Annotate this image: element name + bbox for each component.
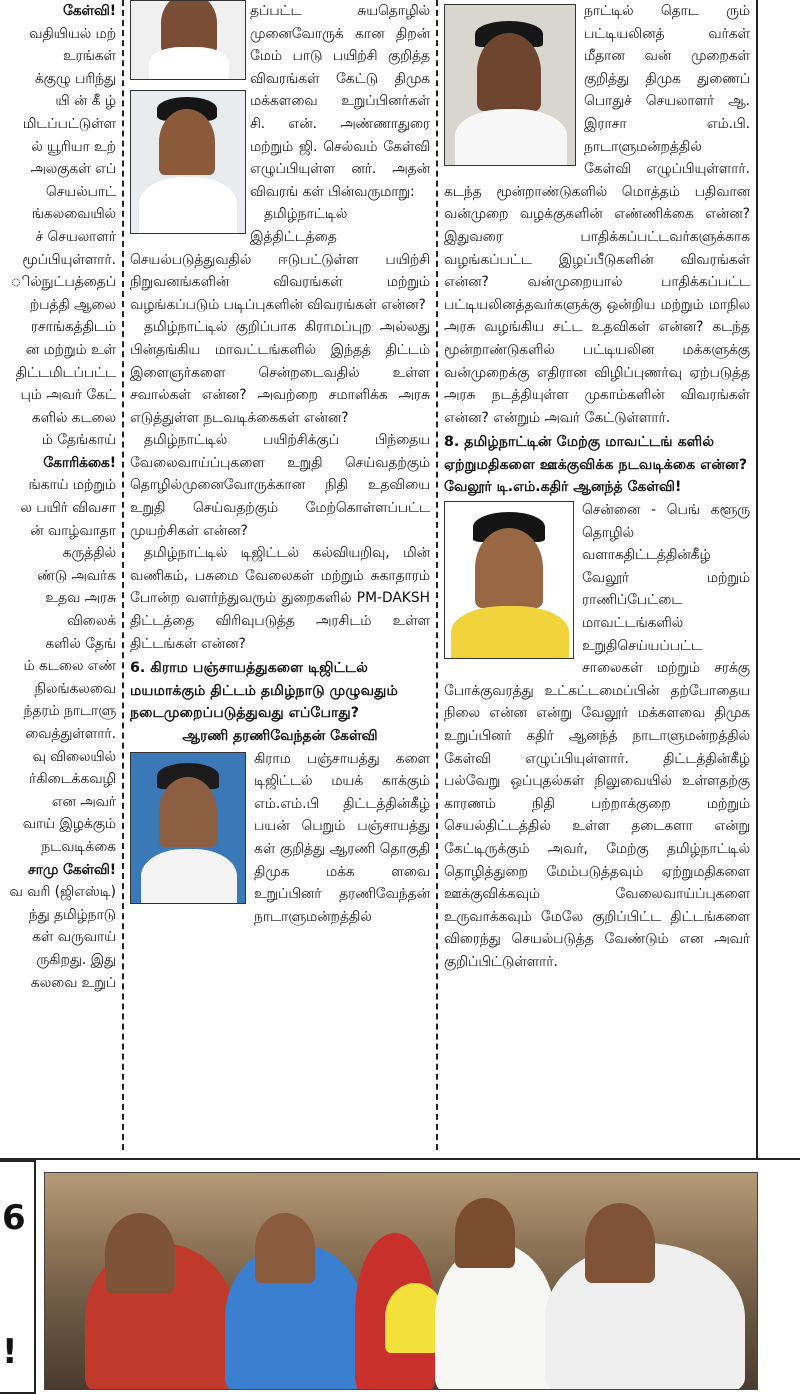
column-1 [0,0,116,1150]
column-1-line: மூப்பியுள்ளார். [22,251,116,268]
column-1-line: கள் வருவாய் [32,929,116,946]
column-1-line: ச் செயலாளர் [35,228,116,245]
column-1-text [0,0,116,994]
column-1-line: பும் அவர் கேட் [20,387,116,404]
column-1-line: ந்து தமிழ்நாடு [28,906,116,923]
column-1-line: செயல்பாட் [45,183,116,200]
article-8-body-wrap: சென்னை - பெங் களூரு தொழில் வளாகதிட்டத்தின்கீழ் வேலூர் மற்றும் ராணிப்பேட்டை மாவட்டங்களில் உறுதிசெய்யப்பட்ட [582,502,750,654]
column-1-line: ற்பத்தி ஆலை [29,296,116,313]
column-1-line: கோரிக்கை! [43,454,116,471]
article-8-headline: 8. தமிழ்நாட்டின் மேற்கு மாவட்டங் களில் ஏற்றுமதிகளை ஊக்குவிக்க நடவடிக்கை என்ன? [444,434,748,473]
column-1-line: வ வரி (ஜிஎஸ்டி) [9,884,116,901]
column-3 [444,0,750,1150]
column-1-line: உரங்கள் [62,48,116,65]
column-1-line: ங்காய் மற்றும் [28,477,116,494]
column-1-line: ங்கலவையில் [31,206,116,223]
column-1-line: கலவை உறுப் [30,974,116,991]
column-1-line: ர்கிடைக்கவழி [29,771,116,788]
advertisement-strip [0,1160,36,1394]
article-8-byline: வேலூர் டி.எம்.கதிர் ஆனந்த் கேள்வி! [444,479,682,496]
article-5-question-4: தமிழ்நாட்டில் டிஜிட்டல் கல்வியறிவு, மின் வணிகம், பசுமை வேலைகள் மற்றும் சுகாதாரம் போன்ற வளர்ந்துவரும் துறைகளில் PM-DAKSH திட்டத்தை விரிவுபடுத்த அரசிடம் உள்ள திட்டங்கள் என்ன? [130,545,430,652]
column-1-line: களில் தேங் [45,635,116,652]
column-divider-1 [122,0,124,1150]
column-1-line: ில்நுட்பத்தைப் [10,274,116,291]
column-1-line: நிலங்கலவை [34,680,116,697]
column-1-line: சாமு கேள்வி! [27,861,116,878]
article-7-body: கேள்வி எழுப்பியுள்ளார். கடந்த மூன்றாண்டுகளில் மொத்தம் பதிவான வன்முறை வழக்குகளின் எண்ணிக்கை என்ன? இதுவரை பாதிக்கப்பட்டவர்களுக்காக வழங்கப்பட்ட இழப்பீடுகளின் விவரங்கள் என்ன? வன்முறையால் பாதிக்கப்பட்ட பட்டியலினத்தவர்களுக்கு ஒன்றிய மற்றும் மாநில அரசு வழங்கிய சட்ட உதவிகள் என்ன? கடந்த மூன்றாண்டுகளில் பட்டியலின மக்களுக்கு வன்முறைக்கு எதிரான விழிப்புணர்வு ஏற்படுத்த அரசு நடத்தியுள்ள முகாம்களின் விவரங்கள் என்ன? என்றும் அவர் கேட்டுள்ளார். [444,161,750,426]
column-1-line: நடவடிக்கை [41,838,116,855]
article-6-body: கிராம பஞ்சாயத்து களை டிஜிட்டல் மயக் காக்கும் எம்.எம்.பி திட்டத்தின்கீழ் பயன் பெறும் பஞ்சாயத்து கள் குறித்து ஆரணி தொகுதி திமுக மக்க ளவை உறுப்பினர் தரணிவேந்தன் நாடாளுமன்றத்தில் [254,750,430,925]
portrait-annadurai [130,0,246,80]
column-1-line: களில் கடலை [31,409,116,426]
column-1-line: விலைக் [66,613,116,630]
article-5-question-2: தமிழ்நாட்டில் குறிப்பாக கிராமப்புற அல்லது பின்தங்கிய மாவட்டங்களில் இந்தத் திட்டம் இளைஞர்களை சென்றடைவதில் உள்ள சவால்கள் என்ன? அவற்றை சமாளிக்க அரசு எடுத்துள்ள நடவடிக்கைகள் என்ன? [130,319,430,426]
column-1-line: ம் தேங்காய் [41,432,116,449]
article-5-intro: தப்பட்ட சுயதொழில் முனைவோருக் கான திறன் மேம் பாடு பயிற்சி குறித்த விவரங்கள் கேட்டு திமுக மக்களவை உறுப்பினர்கள் சி. என். அண்ணாதுரை மற்றும் ஜி. செல்வம் கேள்வி எழுப்பியுள்ள னர். அதன் விவரங் கள் பின்வருமாறு: [250,3,430,200]
column-1-line: யி ன் கீ ழ் [55,93,116,110]
column-1-line: வு விலையில் [32,748,116,765]
column-divider-2 [436,0,438,1150]
column-1-line: என அவர் [51,793,116,810]
column-1-line: ல பயிர் விவசா [20,500,116,517]
ad-glyph-bottom: ! [2,1332,18,1372]
column-2 [130,0,430,1150]
article-5-question-3: தமிழ்நாட்டில் பயிற்சிக்குப் பிந்தைய வேலைவாய்ப்புகளை உறுதி செய்வதற்கும் தொழில்முனைவோருக்கான நிதி உதவியை உறுதி செய்வதற்கும் மேற்கொள்ளப்பட்ட முயற்சிகள் என்ன? [130,432,430,539]
column-1-line: ண்டு அவர்க [37,567,116,584]
column-1-line: ரசாங்கத்திடம் [30,319,116,336]
column-1-line: வைத்துள்ளார். [25,726,116,742]
column-1-line: ன மற்றும் உள் [25,341,116,358]
article-8-body: சாலைகள் மற்றும் சரக்கு போக்குவரத்து உட்கட்டமைப்பின் தற்போதைய நிலை என்ன என்று வேலூர் மக்களவை திமுக உறுப்பினர் கதிர் ஆனந்த் நாடாளுமன்றத்தில் கேள்வி எழுப்பியுள்ளார். திட்டத்தின்கீழ் பல்வேறு ஒப்புதல்கள் நிலுவையில் உள்ளதற்கு காரணம் நிதி பற்றாக்குறை மற்றும் செயல்திட்டத்தில் உள்ள தடைகளா என்று கேட்டிருக்கும் அவர், மேற்கு தமிழ்நாட்டில் தொழித்துறை மேம்படுத்தவும் ஏற்றுமதிகளை ஊக்குவிக்கவும் வேலைவாய்ப்புகளை உருவாக்கவும் மேலே குறிப்பிட்ட திட்டங்களை விரைந்து செயல்படுத்த வேண்டும் என அவர் குறிப்பிட்டுள்ளார். [444,660,750,970]
article-5-question-1: தமிழ்நாட்டில் இத்திட்டத்தை செயல்படுத்துவதில் ஈடுபட்டுள்ள பயிற்சி நிறுவனங்களின் விவரங்கள் மற்றும் வழங்கப்படும் படிப்புகளின் விவரங்கள் என்ன? [130,206,430,313]
column-1-line: மிடப்பட்டுள்ள [22,115,116,132]
column-1-line: க்குழு பரிந்து [34,70,116,87]
column-1-line: ன் வாழ்வாதா [30,522,116,539]
column-1-line: ல் யூரியா உற் [31,138,116,155]
article-6-byline: ஆரணி தரணிவேந்தன் கேள்வி [182,728,378,744]
event-photo [44,1172,758,1390]
article-7-intro: நாட்டில் தொட ரும் பட்டியலினத் வர்கள் மீதான வன் முறைகள் குறித்து திமுக துணைப் பொதுச் செயலாளர் ஆ. இராசா எம்.பி. நாடாளுமன்றத்தில் [584,3,750,155]
portrait-tharanivendhan [130,752,246,904]
ad-glyph-top: 6 [2,1198,26,1238]
column-1-line: திட்டமிடப்பட்ட [15,364,116,381]
portrait-raja [444,4,576,166]
article-6-headline: 6. கிராம பஞ்சாயத்துகளை டிஜிட்டல் மயமாக்கும் திட்டம் தமிழ்நாடு முழுவதும் நடைமுறைப்படுத்துவது எப்போது? [130,660,398,722]
portrait-selvam [130,90,246,234]
column-1-line: ம் கடலை எண் [23,658,116,675]
column-1-line: ந்தரம் நாடாளு [23,703,116,720]
section-rule [0,1158,800,1160]
column-1-line: உதவ அரசு [45,590,116,607]
column-1-line: வதியியல் மற் [29,25,116,42]
column-right-border [756,0,758,1160]
column-1-line: அலகுகள் எப் [30,161,116,178]
column-1-line: வாய் இழக்கும் [22,816,116,833]
portrait-kathir-anand [444,501,574,659]
column-1-line: கருத்தில் [62,545,116,562]
column-1-line: ருகிறது. இது [36,951,116,968]
column-1-line: கேள்வி! [62,3,116,19]
